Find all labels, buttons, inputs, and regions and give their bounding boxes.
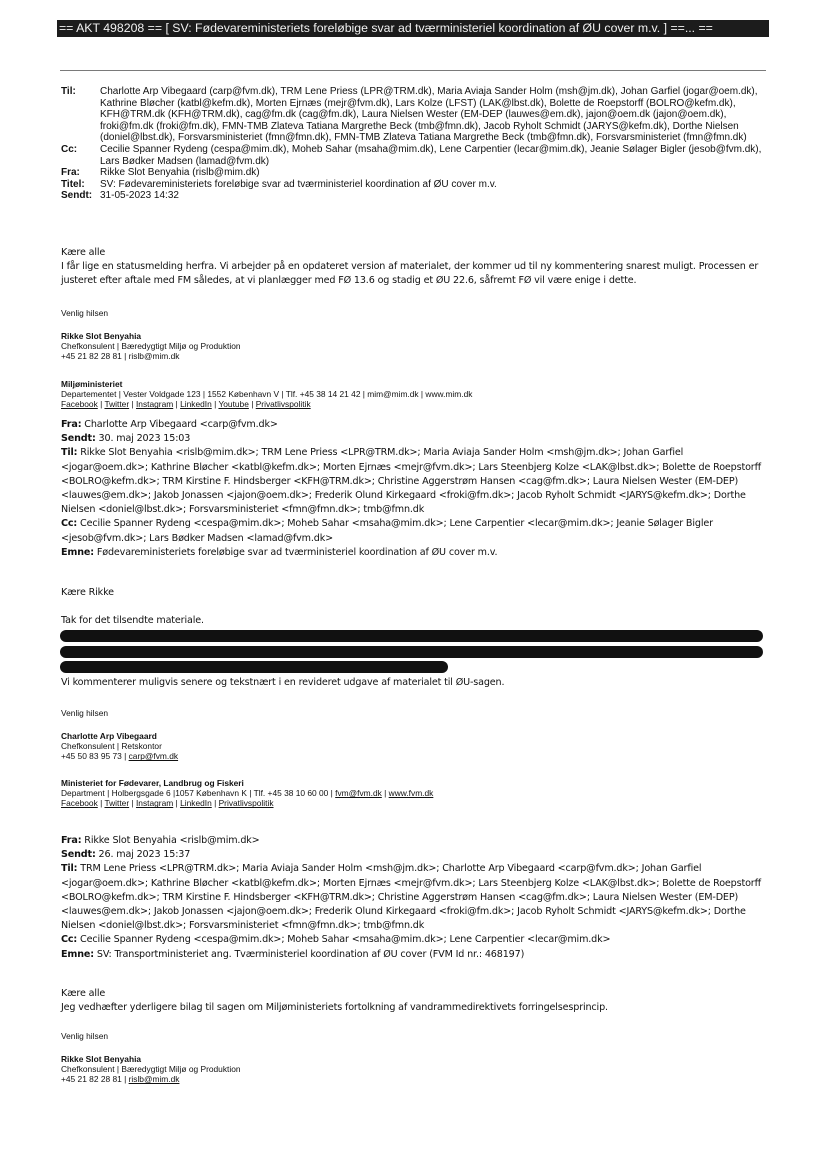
instagram-link[interactable]: Instagram [135,798,174,809]
message-2-headers [61,418,767,560]
msg3-to-value: TRM Lene Priess <LPR@TRM.dk>; Maria Aviaja Sander Holm <msh@jm.dk>; Charlotte Arp Vibegaard <carp@fvm.dk>; Johan Garfiel <jogar@oem.dk>; Kathrine Bløcher <katbl@kefm.dk>; Morten Ejrnæs <mejr@fvm.dk>; Lars Steenbjerg Kolze <LAK@lbst.dk>; Bolette de Roepstorff <BOLRO@kefm.dk>; TRM Kirstine F. Hindsberger <KFH@TRM.dk>; Christine Aggerstrøm Hansen <cag@fm.dk>; Laura Nielsen Wester (EM-DEP) <lauwes@em.dk>; Jakob Jonassen <jajon@oem.dk>; Frederik Olund Kirkegaard <froki@fm.dk>; Jacob Ryholt Schmidt <JARYS@kefm.dk>; Dorthe Nielsen <doniel@lbst.dk>; Forsvarsministeriet <fmn@fmn.dk>; tmb@fmn.dk [61,863,762,932]
redaction-bar [60,646,763,658]
message-2-text: Vi kommenterer muligvis senere og tekstnært i en revideret udgave af materialet til ØU-sagen. [61,677,505,688]
header-to-label: Til: [61,86,76,97]
org-name: Ministeriet for Fødevarer, Landbrug og Fiskeri [61,778,244,788]
signature-phone: +45 21 82 28 81 | rislb@mim.dk [61,1074,180,1085]
message-2-org [61,778,767,809]
message-1-org [61,379,767,410]
signature-name: Rikke Slot Benyahia [61,1054,142,1064]
signature-email-link[interactable]: carp@fvm.dk [128,751,179,762]
redaction-bar [60,630,763,642]
header-from-value: Rikke Slot Benyahia (rislb@mim.dk) [100,167,260,179]
message-2-intro: Tak for det tilsendte materiale. [61,615,204,626]
header-from-row [61,167,765,179]
signature-name: Rikke Slot Benyahia [61,331,142,341]
privacy-link[interactable]: Privatlivspolitik [255,399,311,410]
message-3-body [61,987,767,1015]
org-address: Departementet | Vester Voldgade 123 | 1552 København V | Tlf. +45 38 14 21 42 | mim@mim.dk | www.mim.dk [61,389,473,400]
message-1-greeting: Kære alle [61,247,106,258]
header-cc-label: Cc: [61,143,78,155]
message-2-signature [61,731,767,762]
msg2-to-label: Til: [61,447,78,459]
org-links: Facebook | Twitter | Instagram | LinkedIn | Youtube | Privatlivspolitik [61,399,311,410]
msg3-subject-value: SV: Transportministeriet ang. Tværministeriel koordination af ØU cover (FVM Id nr.: 468197) [96,948,525,960]
signature-title: Chefkonsulent | Bæredygtigt Miljø og Produktion [61,341,241,352]
msg2-to-value: Rikke Slot Benyahia <rislb@mim.dk>; TRM Lene Priess <LPR@TRM.dk>; Maria Aviaja Sander Holm <msh@jm.dk>; Johan Garfiel <jogar@oem.dk>; Kathrine Bløcher <katbl@kefm.dk>; Morten Ejrnæs <mejr@fvm.dk>; Lars Steenbjerg Kolze <LAK@lbst.dk>; Bolette de Roepstorff <BOLRO@kefm.dk>; TRM Kirstine F. Hindsberger <KFH@TRM.dk>; Christine Aggerstrøm Hansen <cag@fm.dk>; Laura Nielsen Wester (EM-DEP) <lauwes@em.dk>; Jakob Jonassen <jajon@oem.dk>; Frederik Olund Kirkegaard <froki@fm.dk>; Jacob Ryholt Schmidt <JARYS@kefm.dk>; Dorthe Nielsen <doniel@lbst.dk>; Forsvarsministeriet <fmn@fmn.dk>; tmb@fmn.dk [61,447,762,516]
signature-email-link[interactable]: rislb@mim.dk [128,1074,180,1085]
signature-title: Chefkonsulent | Retskontor [61,741,162,752]
msg2-sent-value: 30. maj 2023 15:03 [98,433,191,445]
msg3-to-label: Til: [61,863,78,875]
msg3-cc-label: Cc: [61,934,78,946]
signature-name: Charlotte Arp Vibegaard [61,731,157,741]
header-sent-row [61,190,765,202]
msg2-from-value: Charlotte Arp Vibegaard <carp@fvm.dk> [84,419,278,430]
msg3-from-label: Fra: [61,835,82,846]
header-to-value: Charlotte Arp Vibegaard (carp@fvm.dk), TRM Lene Priess (LPR@TRM.dk), Maria Aviaja Sander Holm (msh@jm.dk), Johan Garfiel (jogar@oem.dk), Kathrine Bløcher (katbl@kefm.dk), Morten Ejrnæs (mejr@fvm.dk), Lars Kolze (LFST) (LAK@lbst.dk), Bolette de Roepstorff (BOLRO@kefm.dk), KFH@TRM.dk (KFH@TRM.dk), cag@fm.dk (cag@fm.dk), Laura Nielsen Wester (EM-DEP (lauwes@em.dk), jajon@oem.dk (jajon@oem.dk), froki@fm.dk (froki@fm.dk), FMN-TMB Zlateva Tatiana Margrethe Beck (tmb@fmn.dk), Jacob Ryholt Schmidt (JARYS@kefm.dk), Dorthe Nielsen (doniel@lbst.dk), Forsvarsministeriet (fmn@fmn.dk), FMN-TMB Zlateva Tatiana Margrethe Beck (tmb@fmn.dk), Forsvarsministeriet (fmn@fmn.dk) [100,86,758,144]
header-title-value: SV: Fødevareministeriets foreløbige svar ad tværministeriel koordination af ØU cover m.v. [100,178,497,190]
linkedin-link[interactable]: LinkedIn [180,798,212,809]
facebook-link[interactable]: Facebook [61,798,98,809]
msg2-subject-label: Emne: [61,546,94,558]
org-links: Facebook | Twitter | Instagram | LinkedIn | Privatlivspolitik [61,798,274,809]
message-3-text: Jeg vedhæfter yderligere bilag til sagen om Miljøministeriets fortolkning af vandrammedirektivets forringelsesprincip. [61,1002,608,1014]
message-1-signature [61,331,767,362]
msg3-from-value: Rikke Slot Benyahia <rislb@mim.dk> [84,835,260,846]
signature-phone: +45 50 83 95 73 | carp@fvm.dk [61,751,179,762]
org-web-link[interactable]: www.fvm.dk [388,788,434,799]
msg2-cc-value: Cecilie Spanner Rydeng <cespa@mim.dk>; Moheb Sahar <msaha@mim.dk>; Lene Carpentier <lecar@mim.dk>; Jeanie Sølager Bigler <jesob@fvm.dk>; Lars Bødker Madsen <lamad@fvm.dk> [61,518,713,544]
instagram-link[interactable]: Instagram [135,399,174,410]
message-1-closing: Venlig hilsen [61,308,109,318]
youtube-link[interactable]: Youtube [218,399,249,410]
facebook-link[interactable]: Facebook [61,399,98,410]
org-email-link[interactable]: fvm@fvm.dk [335,788,382,799]
msg3-subject-label: Emne: [61,948,94,960]
message-3-closing: Venlig hilsen [61,1031,109,1041]
message-1-text: I får lige en statusmelding herfra. Vi arbejder på en opdateret version af materialet, der kommer ud til ny kommentering snarest muligt. Processen er justeret efter aftale med FM således, at vi planlægger med FØ 13.6 og stadig et ØU 22.6, såfremt FØ vil være enige i dette. [61,261,759,287]
redaction-bar [60,661,448,673]
org-name: Miljøministeriet [61,379,123,389]
header-title-row [61,179,765,191]
signature-phone: +45 21 82 28 81 | rislb@mim.dk [61,351,180,362]
header-sent-value: 31-05-2023 14:32 [100,190,179,202]
message-3-greeting: Kære alle [61,988,106,999]
header-from-label: Fra: [61,167,80,179]
message-3-signature [61,1054,767,1085]
twitter-link[interactable]: Twitter [104,798,130,809]
privacy-link[interactable]: Privatlivspolitik [218,798,274,809]
header-divider [60,70,766,71]
message-1-body [61,246,767,289]
message-2-closing: Venlig hilsen [61,708,109,718]
msg3-sent-value: 26. maj 2023 15:37 [98,849,191,861]
msg3-sent-label: Sendt: [61,849,96,861]
header-cc-row [61,144,765,167]
message-2-greeting: Kære Rikke [61,587,114,598]
msg2-subject-value: Fødevareministeriets foreløbige svar ad tværministeriel koordination af ØU cover m.v. [96,546,498,558]
msg2-from-label: Fra: [61,419,82,430]
msg2-sent-label: Sendt: [61,433,96,445]
header-cc-value: Cecilie Spanner Rydeng (cespa@mim.dk), Moheb Sahar (msaha@mim.dk), Lene Carpentier (lecar@mim.dk), Jeanie Sølager Bigler (jesob@fvm.dk), Lars Bødker Madsen (lamad@fvm.dk) [100,143,762,167]
message-3-headers [61,834,767,962]
document-title-bar: == AKT 498208 == [ SV: Fødevareministeriets foreløbige svar ad tværministeriel koordination af ØU cover m.v. ] ==... == [57,20,769,37]
twitter-link[interactable]: Twitter [104,399,130,410]
signature-title: Chefkonsulent | Bæredygtigt Miljø og Produktion [61,1064,241,1075]
header-title-label: Titel: [61,178,85,190]
header-sent-label: Sendt: [61,190,93,202]
linkedin-link[interactable]: LinkedIn [180,399,212,410]
archive-header [61,86,765,202]
org-address: Department | Holbergsgade 6 |1057 København K | Tlf. +45 38 10 60 00 | fvm@fvm.dk | www.fvm.dk [61,788,434,799]
header-to-row [61,86,765,144]
msg2-cc-label: Cc: [61,518,78,530]
msg3-cc-value: Cecilie Spanner Rydeng <cespa@mim.dk>; Moheb Sahar <msaha@mim.dk>; Lene Carpentier <lecar@mim.dk> [80,934,611,946]
